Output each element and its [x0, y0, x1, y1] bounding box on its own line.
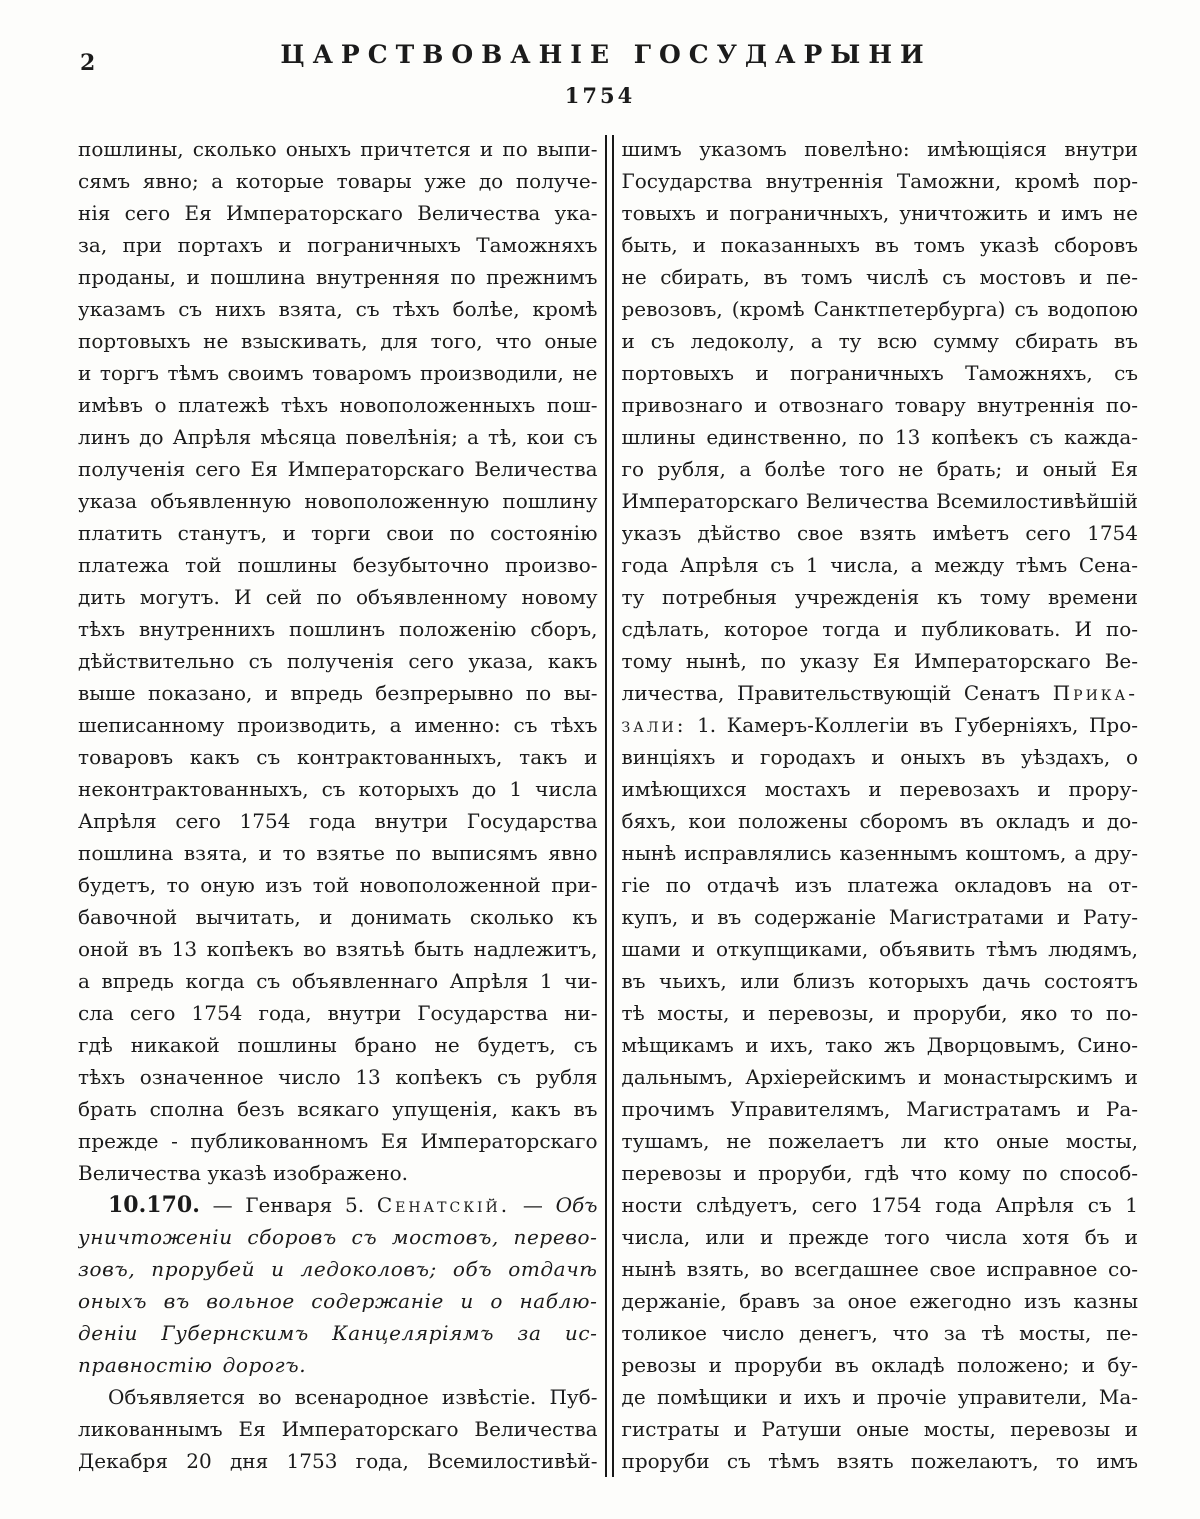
- text-line: нія сего Ея Императорскаго Величества ука-: [78, 201, 598, 225]
- text-line: и торгъ тѣмъ своимъ товаромъ производили, не: [78, 361, 598, 385]
- column-divider: [605, 135, 614, 1477]
- text-line: ревозы и проруби въ окладѣ положено; и бу-: [621, 1353, 1138, 1377]
- text-line: Апрѣля сего 1754 года внутри Государства: [78, 809, 598, 833]
- text-line: указамъ съ нихъ взята, съ тѣхъ болѣе, кромѣ: [78, 297, 598, 321]
- text-line: пошлины, сколько оныхъ причтется и по выпи-: [78, 137, 598, 161]
- text-line: ности слѣдуетъ, сего 1754 года Апрѣля съ 1: [621, 1193, 1138, 1217]
- text-line: шлины единственно, по 13 копѣекъ съ кажда-: [621, 425, 1138, 449]
- text-line: шами и откупщиками, объявить тѣмъ людямъ,: [621, 937, 1138, 961]
- text-line: де помѣщики и ихъ и прочіе управители, Ма-: [621, 1385, 1138, 1409]
- year-heading: 1754: [564, 83, 636, 108]
- text-line: тѣ мосты, и перевозы, и проруби, яко то по-: [621, 1001, 1138, 1025]
- text-line: полученія сего Ея Императорскаго Величества: [78, 457, 598, 481]
- text-line: толикое число денегъ, что за тѣ мосты, пе-: [621, 1321, 1138, 1345]
- text-line: имѣющихся мостахъ и перевозахъ и прору-: [621, 777, 1138, 801]
- text-line: личества, Правительствующій Сенатъ Прика-: [621, 681, 1138, 705]
- text-line: портовыхъ не взыскивать, для того, что оные: [78, 329, 598, 353]
- text-line: брать сполна безъ всякаго упущенія, какъ въ: [78, 1097, 598, 1121]
- text-line: быть, и показанныхъ въ томъ указѣ сборовъ: [621, 233, 1138, 257]
- text-line: зовъ, прорубей и ледоколовъ; объ отдачѣ: [78, 1257, 598, 1281]
- text-line: дѣйствительно съ полученія сего указа, какъ: [78, 649, 598, 673]
- text-line: шимъ указомъ повелѣно: имѣющіяся внутри: [621, 137, 1138, 161]
- text-line: дить могутъ. И сей по объявленному новому: [78, 585, 598, 609]
- left-column: [78, 133, 598, 1477]
- text-columns: [78, 133, 1138, 1477]
- text-line: будетъ, то оную изъ той новоположенной при-: [78, 873, 598, 897]
- text-line: проданы, и пошлина внутренняя по прежнимъ: [78, 265, 598, 289]
- text-line: товыхъ и пограничныхъ, уничтожить и имъ не: [621, 201, 1138, 225]
- text-line: го рубля, а болѣе того не брать; и оный Ея: [621, 457, 1138, 481]
- text-line: Декабря 20 дня 1753 года, Всемилостивѣй-: [78, 1449, 598, 1473]
- text-line: тѣхъ внутреннихъ пошлинъ положенію сборъ,: [78, 617, 598, 641]
- text-line: ту потребныя учрежденія къ тому времени: [621, 585, 1138, 609]
- text-line: купъ, и въ содержаніе Магистратами и Рату-: [621, 905, 1138, 929]
- text-line: сдѣлать, которое тогда и публиковать. И по-: [621, 617, 1138, 641]
- text-line: зали: 1. Камеръ-Коллегіи въ Губерніяхъ, Про-: [621, 713, 1138, 737]
- text-line: держаніе, бравъ за оное ежегодно изъ казны: [621, 1289, 1138, 1313]
- text-line: сла сего 1754 года, внутри Государства ни-: [78, 1001, 598, 1025]
- text-line: проруби съ тѣмъ взять пожелаютъ, то имъ: [621, 1449, 1138, 1473]
- text-line: платежа той пошлины безубыточно произво-: [78, 553, 598, 577]
- text-line: и съ ледоколу, а ту всю сумму сбирать въ: [621, 329, 1138, 353]
- right-column: [622, 133, 1139, 1477]
- text-line: за, при портахъ и пограничныхъ Таможняхъ: [78, 233, 598, 257]
- text-line: гистраты и Ратуши оные мосты, перевозы и: [621, 1417, 1138, 1441]
- text-line: правностію дорогъ.: [78, 1353, 307, 1377]
- text-line: прежде - публикованномъ Ея Императорскаго: [78, 1129, 598, 1153]
- text-line: ревозовъ, (кромѣ Санктпетербурга) съ водопою: [621, 297, 1138, 321]
- text-line: тѣхъ означенное число 13 копѣекъ съ рубля: [78, 1065, 598, 1089]
- text-line: Императорскаго Величества Всемилостивѣйшій: [621, 489, 1138, 513]
- text-line: указъ дѣйство свое взять имѣетъ сего 1754: [621, 521, 1138, 545]
- text-line: винціяхъ и городахъ и оныхъ въ уѣздахъ, о: [621, 745, 1138, 769]
- text-line: оныхъ въ вольное содержаніе и о наблю-: [78, 1289, 598, 1313]
- text-line: не сбирать, въ томъ числѣ съ мостовъ и пе-: [621, 265, 1138, 289]
- text-line: оной въ 13 копѣекъ во взятьѣ быть надлежитъ,: [78, 937, 598, 961]
- text-line: указа объявленную новоположенную пошлину: [78, 489, 598, 513]
- text-line: привознаго и отвознаго товару внутреннія по-: [621, 393, 1138, 417]
- text-line: ликованнымъ Ея Императорскаго Величества: [78, 1417, 598, 1441]
- text-line: платить станутъ, и торги свои по состоянію: [78, 521, 598, 545]
- text-line: прочимъ Управителямъ, Магистратамъ и Ра-: [621, 1097, 1138, 1121]
- text-line: имѣвъ о платежѣ тѣхъ новоположенныхъ пош-: [78, 393, 598, 417]
- text-line: бавочной вычитать, и донимать сколько къ: [78, 905, 598, 929]
- text-line: въ чьихъ, или близъ которыхъ дачь состоятъ: [621, 969, 1138, 993]
- text-line: гіе по отдачѣ изъ платежа окладовъ на от-: [621, 873, 1138, 897]
- text-line: неконтрактованныхъ, съ которыхъ до 1 числа: [78, 777, 598, 801]
- text-line: уничтоженіи сборовъ съ мостовъ, перево-: [78, 1225, 598, 1249]
- running-title: ЦАРСТВОВАНІЕ ГОСУДАРЫНИ: [280, 40, 932, 69]
- text-line: а впредь когда съ объявленнаго Апрѣля 1 чи-: [78, 969, 598, 993]
- page-header: [0, 40, 1200, 130]
- text-line: линъ до Апрѣля мѣсяца повелѣнія; а тѣ, кои съ: [78, 425, 598, 449]
- text-line: гдѣ никакой пошлины брано не будетъ, съ: [78, 1033, 598, 1057]
- text-line: числа, или и прежде того числа хотя бъ и: [621, 1225, 1138, 1249]
- text-line: сямъ явно; а которые товары уже до получе-: [78, 169, 598, 193]
- page-number: 2: [80, 50, 96, 76]
- text-line: выше показано, и впредь безпрерывно по вы-: [78, 681, 598, 705]
- text-line: Государства внутреннія Таможни, кромѣ пор-: [621, 169, 1138, 193]
- text-line: года Апрѣля съ 1 числа, а между тѣмъ Сена-: [621, 553, 1138, 577]
- text-line: тому нынѣ, по указу Ея Императорскаго Ве-: [621, 649, 1138, 673]
- text-line: деніи Губернскимъ Канцеляріямъ за ис-: [78, 1321, 598, 1345]
- text-line: дальнымъ, Архіерейскимъ и монастырскимъ и: [621, 1065, 1138, 1089]
- text-line: Величества указѣ изображено.: [78, 1161, 408, 1185]
- text-line: портовыхъ и пограничныхъ Таможняхъ, съ: [621, 361, 1138, 385]
- text-line: мѣщикамъ и ихъ, тако жъ Дворцовымъ, Сино-: [621, 1033, 1138, 1057]
- text-line: бяхъ, кои положены сборомъ въ окладъ и до-: [621, 809, 1138, 833]
- text-line: тушамъ, не пожелаетъ ли кто оные мосты,: [621, 1129, 1138, 1153]
- text-line: пошлина взята, и то взятье по выписямъ явно: [78, 841, 598, 865]
- text-line: товаровъ какъ съ контрактованныхъ, такъ и: [78, 745, 598, 769]
- text-line: нынѣ взять, во всегдашнее свое исправное со-: [621, 1257, 1138, 1281]
- text-line: нынѣ исправлялись казеннымъ коштомъ, а дру-: [621, 841, 1138, 865]
- text-line: 10.170. — Генваря 5. Сенатскій. — Объ: [108, 1192, 598, 1218]
- text-line: Объявляется во всенародное извѣстіе. Пуб-: [108, 1385, 598, 1409]
- text-line: перевозы и проруби, гдѣ что кому по способ-: [621, 1161, 1138, 1185]
- text-line: шеписанному производить, а именно: съ тѣхъ: [78, 713, 598, 737]
